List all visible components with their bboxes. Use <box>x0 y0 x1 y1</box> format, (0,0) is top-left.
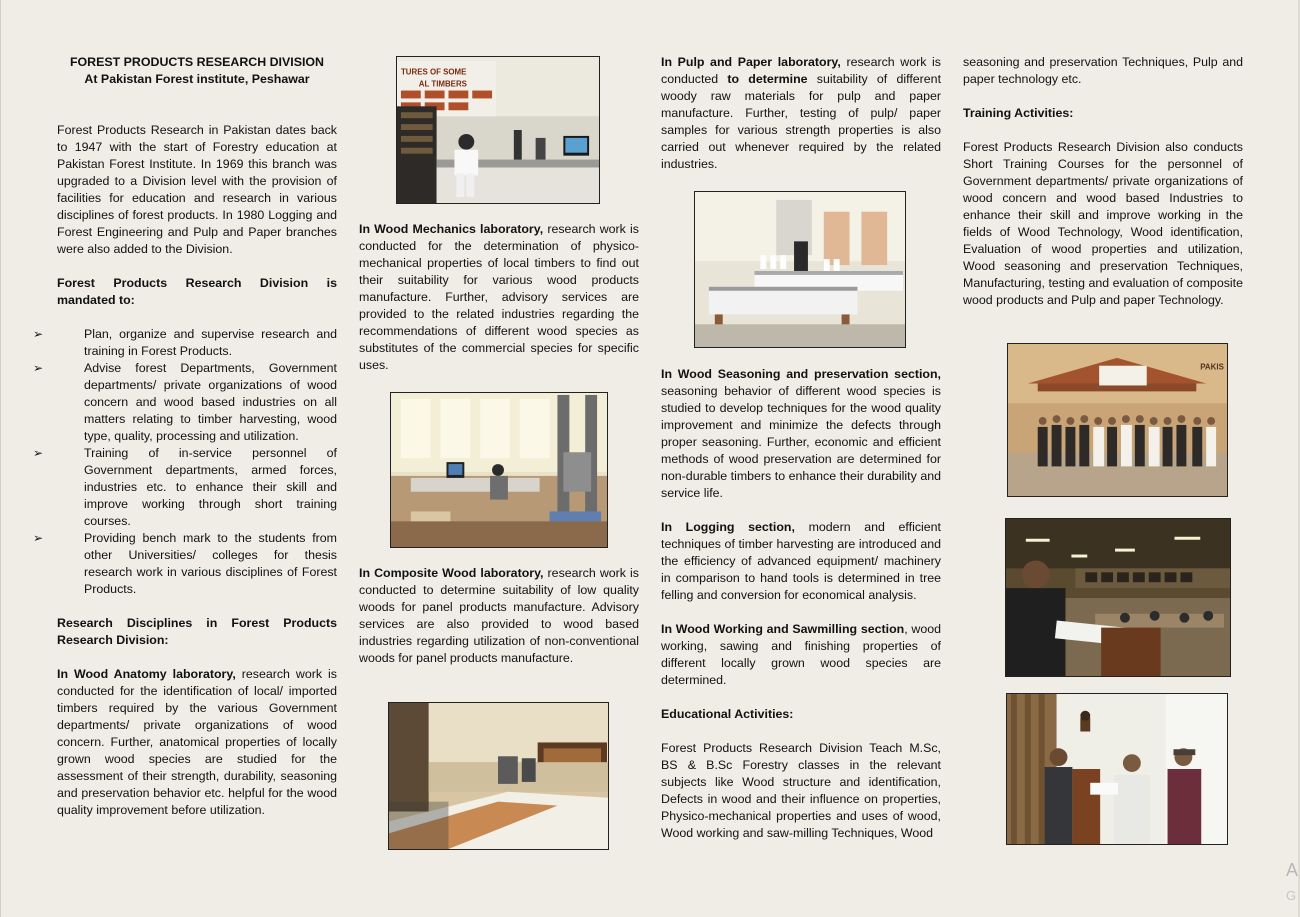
composite-lab-photo <box>388 702 609 850</box>
disciplines-heading: Research Disciplines in Forest Products Research Division: <box>57 616 337 647</box>
svg-text:TURES OF SOME: TURES OF SOME <box>400 67 467 77</box>
column-1 <box>33 54 337 819</box>
column-2-bottom <box>359 565 639 667</box>
training-paragraph: Forest Products Research Division also conducts Short Training Courses for the personnel of Government departments/ private organizations of wood concern and wood based Industries to enhance their skill and improve working in the fields of Wood Technology, Wood identification, Evaluation of wood properties and utilization, Wood seasoning and preservation Techniques, Manufacturing, testing and evaluation of composite wood products and Pulp and paper Technology. <box>963 140 1243 307</box>
page-left-edge <box>0 0 1 917</box>
anatomy-paragraph: In Wood Anatomy laboratory, research work is conducted for the identification of local/ imported timbers required by the various Government departments/ private organizations of wood concern. Further, anatomical properties of locally grown wood species are studied for the assessment of their strength, durability, seasoning and preservation behavior etc. helpful for the wood quality improvement before utilization. <box>57 667 337 817</box>
logging-paragraph: In Logging section, modern and efficient techniques of timber harvesting are introduced and the efficiency of advanced equipment/ machinery in comparison to hand tools is determined in tree felling and conversion for economical analysis. <box>661 520 941 602</box>
arrow-bullet-icon: ➢ <box>33 531 44 545</box>
mechanics-paragraph: In Wood Mechanics laboratory, research work is conducted for the determination of physico-mechanical properties of local timbers to find out their suitability for various wood products manufacture. Further, advisory services are provided to the related industries regarding the recommendations of different wood species as substitutes of the commercial species for specific uses. <box>359 222 639 372</box>
sawmilling-paragraph: In Wood Working and Sawmilling section, wood working, sawing and finishing properties of different locally grown wood species are determined. <box>661 622 941 687</box>
mandate-heading: Forest Products Research Division is mandated to: <box>57 276 337 307</box>
education-paragraph-continued: seasoning and preservation Techniques, Pulp and paper technology etc. <box>963 55 1243 86</box>
conference-photo <box>1005 518 1231 677</box>
mandate-item: ➢ Providing bench mark to the students from other Universities/ colleges for thesis research work in various disciplines of Forest Products. <box>33 531 337 596</box>
column-2-top <box>359 221 639 374</box>
seasoning-paragraph: In Wood Seasoning and preservation section, seasoning behavior of different wood species is studied to develop techniques for the wood quality improvement and minimize the defects through proper seasoning. Further, economic and efficient methods of wood preservation are determined for non-durable timbers to enhance their durability and service life. <box>661 367 941 500</box>
arrow-bullet-icon: ➢ <box>33 361 44 375</box>
watermark-subtext: G <box>1286 888 1297 903</box>
mandate-list <box>33 326 337 598</box>
column-3-bottom <box>661 366 941 842</box>
svg-text:PAKIS: PAKIS <box>1200 362 1224 372</box>
certificate-photo <box>1006 693 1228 845</box>
group-photo <box>1007 343 1228 497</box>
page-subtitle: At Pakistan Forest institute, Peshawar <box>84 72 310 86</box>
mandate-item: ➢ Advise forest Departments, Government departments/ private organizations of wood concern and wood based industries on all matters relating to timber harvesting, wood type, quality, processing and utilization. <box>33 361 337 443</box>
mandate-item: ➢ Training of in-service personnel of Government departments, armed forces, industries etc. to enhance their skill and improve working through short training courses. <box>33 446 337 528</box>
education-paragraph: Forest Products Research Division Teach M.Sc, BS & B.Sc Forestry classes in the relevant subjects like Wood structure and identification, Defects in wood and their influence on properties, Physico-mechanical properties and uses of wood, Wood working and saw-milling Techniques, Wood <box>661 741 941 840</box>
composite-paragraph: In Composite Wood laboratory, research work is conducted to determine suitability of low quality woods for panel products manufacture. Advisory services are also provided to wood based industries regarding utilization of non-conventional woods for panel products manufacture. <box>359 566 639 665</box>
arrow-bullet-icon: ➢ <box>33 446 44 460</box>
education-heading: Educational Activities: <box>661 707 794 721</box>
svg-text:AL TIMBERS: AL TIMBERS <box>418 79 467 89</box>
mandate-item: ➢ Plan, organize and supervise research and training in Forest Products. <box>33 327 337 358</box>
page-title: FOREST PRODUCTS RESEARCH DIVISION <box>69 55 325 69</box>
anatomy-lab-photo <box>396 56 600 204</box>
arrow-bullet-icon: ➢ <box>33 327 44 341</box>
watermark-text: A <box>1286 860 1299 880</box>
training-heading: Training Activities: <box>963 106 1074 120</box>
mechanics-lab-photo <box>390 392 608 548</box>
column-3-top <box>661 54 941 173</box>
intro-paragraph: Forest Products Research in Pakistan dates back to 1947 with the start of Forestry education at Pakistan Forest Institute. In 1969 this branch was upgraded to a Division level with the provision of facilities for education and research in various disciplines of forest products. In 1980 Logging and Forest Engineering and Pulp and Paper branches were also added to the Division. <box>57 123 337 256</box>
column-4 <box>963 54 1243 309</box>
pulp-paragraph: In Pulp and Paper laboratory, research work is conducted to determine suitability of different woody raw materials for pulp and paper manufacture. Further, testing of pulp/ paper samples for various strength properties is also carried out whenever required by the related industries. <box>661 55 942 171</box>
pulp-lab-photo <box>694 191 906 348</box>
